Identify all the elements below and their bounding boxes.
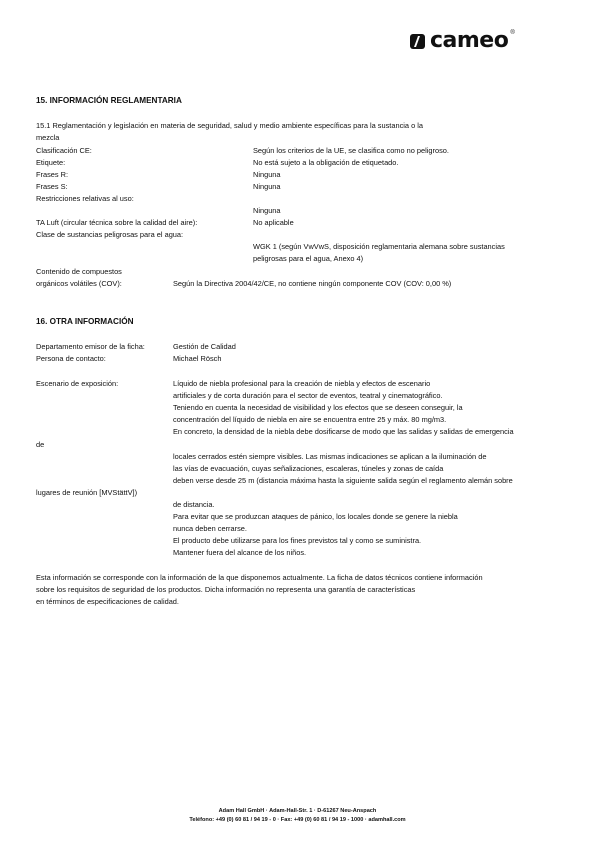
closing-line: Esta información se corresponde con la información de la que disponemos actualmente. La ficha de datos técnicos contiene información [36,573,483,582]
final-line: nunca deben cerrarse. [173,524,247,533]
cameo-logo-mark [410,34,425,49]
cov-label-line-1: Contenido de compuestos [36,267,122,276]
clase-label: Clase de sustancias peligrosas para el agua: [36,230,184,239]
etiquete-label: Etiquete: [36,158,66,167]
departamento-label: Departamento emisor de la ficha: [36,342,145,351]
restricciones-label: Restricciones relativas al uso: [36,194,134,203]
clase-value-line-2: peligrosas para el agua, Anexo 4) [253,254,364,263]
clasificacion-value: Según los criterios de la UE, se clasifica como no peligroso. [253,146,449,155]
lugares-fragment: lugares de reunión [MVStättV]) [36,488,138,497]
ta-luft-value: No aplicable [253,218,294,227]
locales-line: locales cerrados estén siempre visibles. Las mismas indicaciones se aplican a la iluminación de [173,452,487,461]
locales-line: deben verse desde 25 m (distancia máxima hasta la siguiente salida según el reglamento alemán sobre [173,476,513,485]
locales-line: las vías de evacuación, cuyas señalizaciones, escaleras, túneles y zonas de caída [173,464,444,473]
final-line: Mantener fuera del alcance de los niños. [173,548,307,557]
closing-line: en términos de especificaciones de calidad. [36,597,179,606]
contacto-value: Michael Rösch [173,354,222,363]
ta-luft-label: TA Luft (circular técnica sobre la calidad del aire): [36,218,198,227]
cov-label-line-2: orgánicos volátiles (COV): [36,279,122,288]
de-fragment: de [36,440,45,449]
cov-value: Según la Directiva 2004/42/CE, no contiene ningún componente COV (COV: 0,00 %) [173,279,452,288]
footer-address: Adam Hall GmbH · Adam-Hall-Str. 1 · D-61267 Neu-Anspach [218,808,377,814]
escenario-line: Teniendo en cuenta la necesidad de visibilidad y los efectos que se deseen conseguir, la [173,403,463,412]
section-15-heading: 15. INFORMACIÓN REGLAMENTARIA [36,96,182,105]
frases-s-label: Frases S: [36,182,68,191]
s15-intro-line-2: mezcla [36,133,60,142]
cameo-logo-text: cameo [430,28,509,53]
clase-value-line-1: WGK 1 (según VwVwS, disposición reglamentaria alemana sobre sustancias [253,242,505,251]
frases-r-value: Ninguna [253,170,281,179]
cameo-logo [410,30,515,52]
escenario-line: Líquido de niebla profesional para la creación de niebla y efectos de escenario [173,379,431,388]
final-line: El producto debe utilizarse para los fines previstos tal y como se suministra. [173,536,422,545]
etiquete-value: No está sujeto a la obligación de etiquetado. [253,158,399,167]
final-line: de distancia. [173,500,215,509]
contacto-label: Persona de contacto: [36,354,106,363]
escenario-line: artificiales y de corta duración para el sector de eventos, teatral y cinematográfico. [173,391,443,400]
closing-line: sobre los requisitos de seguridad de los productos. Dicha información no representa una garantía de características [36,585,416,594]
restricciones-value: Ninguna [253,206,281,215]
clasificacion-label: Clasificación CE: [36,146,92,155]
escenario-line: En concreto, la densidad de la niebla debe dosificarse de modo que las salidas y salidas de emergencia [173,427,514,436]
frases-s-value: Ninguna [253,182,281,191]
escenario-line: concentración del líquido de niebla en aire se encuentra entre 25 y máx. 80 mg/m3. [173,415,447,424]
registered-mark: ® [510,30,515,36]
footer-contact: Teléfono: +49 (0) 60 81 / 94 19 - 0 · Fax: +49 (0) 60 81 / 94 19 - 1000 · adamhall.com [189,817,406,823]
frases-r-label: Frases R: [36,170,69,179]
final-line: Para evitar que se produzcan ataques de pánico, los locales donde se genere la niebla [173,512,458,521]
departamento-value: Gestión de Calidad [173,342,236,351]
escenario-label: Escenario de exposición: [36,379,119,388]
s15-intro-line-1: 15.1 Reglamentación y legislación en materia de seguridad, salud y medio ambiente específicas para la sustancia o la [36,121,424,130]
section-16-heading: 16. OTRA INFORMACIÓN [36,317,134,326]
